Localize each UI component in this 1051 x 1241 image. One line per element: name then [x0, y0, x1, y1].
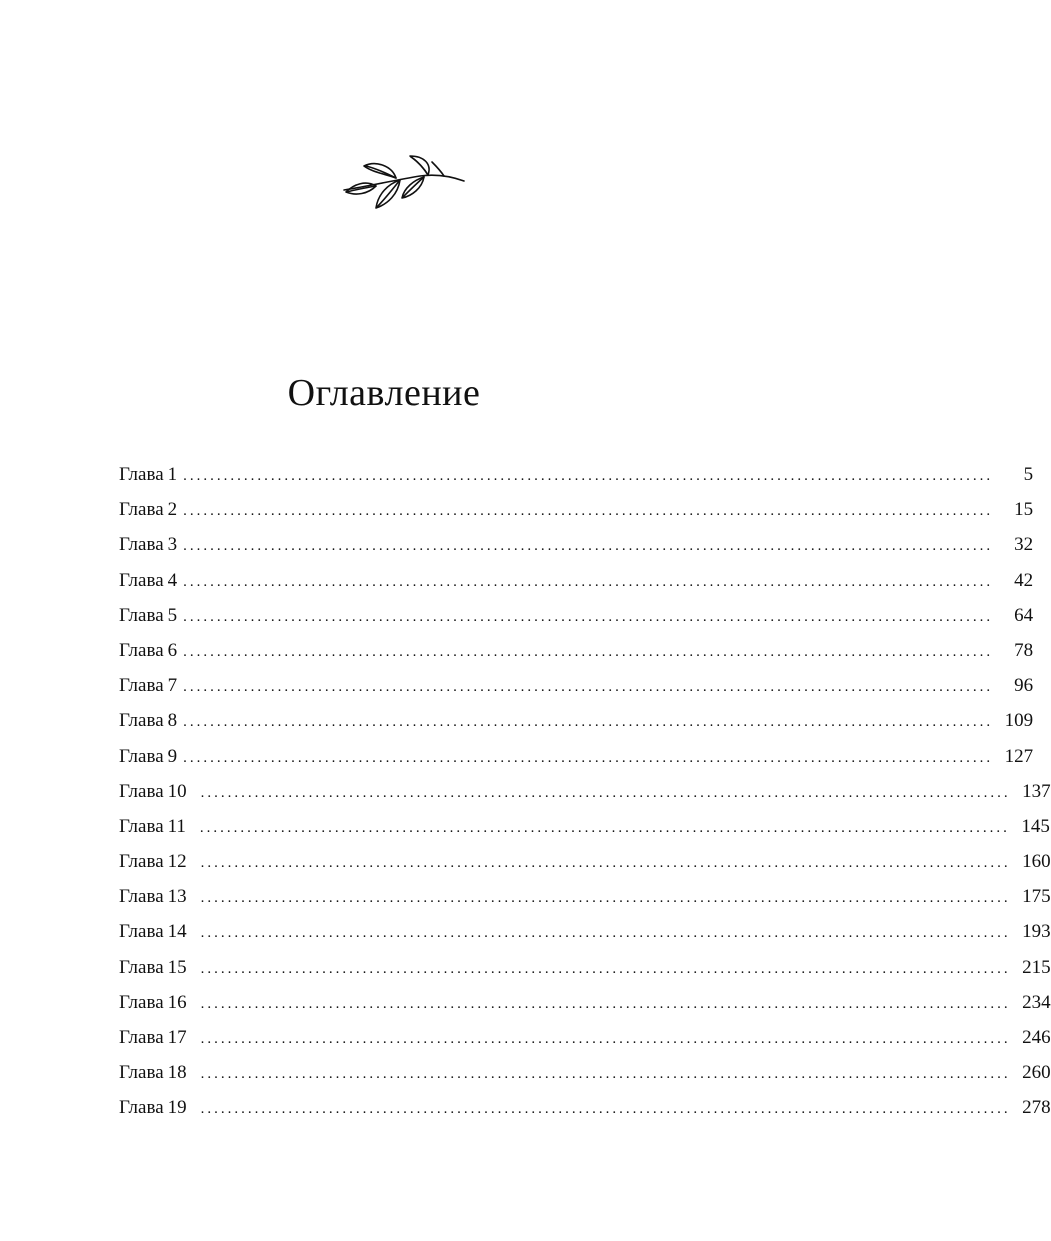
toc-dot-leader: ........................................................................................................................ — [200, 1066, 1011, 1083]
toc-entry-chapter-number: 18 — [167, 1062, 187, 1084]
toc-entry-chapter-number: 13 — [167, 886, 187, 908]
toc-entry-label: Глава — [119, 569, 164, 591]
toc-entry-label: Глава — [119, 639, 164, 661]
toc-entry-chapter-number: 2 — [167, 499, 178, 521]
toc-entry-page-number: 193 — [1022, 921, 1051, 943]
toc-entry-chapter-number: 4 — [167, 569, 178, 591]
toc-entry — [119, 882, 1051, 917]
toc-entry-label: Глава — [119, 886, 164, 908]
toc-entry-label: Глава — [119, 499, 164, 521]
toc-entry-chapter-number: 9 — [167, 745, 178, 767]
toc-entry-label: Глава — [119, 675, 164, 697]
toc-dot-leader: ........................................................................................................................ — [183, 468, 994, 484]
table-of-contents — [119, 460, 1051, 1129]
toc-entry-label: Глава — [119, 1062, 164, 1084]
toc-dot-leader: ........................................................................................................................ — [200, 1101, 1011, 1118]
toc-entry-label: Глава — [119, 956, 164, 978]
toc-dot-leader: ........................................................................................................................ — [200, 995, 1011, 1012]
toc-dot-leader: ........................................................................................................................ — [200, 855, 1011, 872]
toc-entry — [119, 706, 1034, 741]
toc-entry-page-number: 215 — [1022, 956, 1051, 978]
toc-entry — [119, 460, 1034, 495]
toc-dot-leader: ........................................................................................................................ — [183, 608, 994, 625]
toc-entry-page-number: 15 — [1014, 499, 1034, 521]
toc-entry-page-number: 260 — [1022, 1062, 1051, 1084]
toc-entry-label: Глава — [119, 745, 164, 767]
toc-entry-chapter-number: 6 — [167, 639, 178, 661]
toc-entry-page-number: 278 — [1022, 1097, 1051, 1119]
toc-entry-page-number: 78 — [1014, 639, 1034, 661]
toc-dot-leader: ........................................................................................................................ — [183, 679, 994, 696]
toc-entry-chapter-number: 16 — [167, 991, 187, 1013]
toc-entry-label: Глава — [119, 780, 164, 802]
toc-dot-leader: ........................................................................................................................ — [200, 890, 1011, 907]
toc-entry — [119, 847, 1051, 882]
toc-dot-leader: ........................................................................................................................ — [200, 925, 1011, 942]
toc-entry-label: Глава — [119, 851, 164, 873]
toc-entry-label: Глава — [119, 604, 164, 626]
toc-dot-leader: ........................................................................................................................ — [183, 503, 994, 520]
toc-entry-chapter-number: 12 — [167, 851, 187, 873]
toc-dot-leader: ........................................................................................................................ — [183, 749, 994, 766]
toc-entry — [119, 601, 1034, 636]
toc-entry — [119, 777, 1051, 812]
toc-entry-page-number: 64 — [1014, 604, 1034, 626]
toc-dot-leader: ........................................................................................................................ — [200, 784, 1011, 801]
toc-dot-leader: ........................................................................................................................ — [183, 538, 994, 555]
toc-entry-chapter-number: 1 — [167, 464, 178, 485]
toc-entry-page-number: 42 — [1014, 569, 1034, 591]
toc-entry-label: Глава — [119, 815, 164, 837]
toc-entry-chapter-number: 3 — [167, 534, 178, 556]
toc-entry — [119, 917, 1051, 952]
toc-entry-chapter-number: 5 — [167, 604, 178, 626]
toc-dot-leader: ........................................................................................................................ — [200, 1031, 1011, 1047]
toc-entry — [119, 566, 1034, 601]
toc-entry-page-number: 160 — [1022, 851, 1051, 873]
toc-entry — [119, 1023, 1051, 1058]
toc-entry-label: Глава — [119, 1027, 164, 1048]
toc-entry-label: Глава — [119, 710, 164, 732]
toc-entry — [119, 953, 1051, 988]
toc-dot-leader: ........................................................................................................................ — [199, 819, 1010, 836]
toc-entry — [119, 1058, 1051, 1093]
toc-entry-page-number: 145 — [1021, 815, 1050, 837]
toc-entry-page-number: 109 — [1004, 710, 1034, 732]
toc-entry-chapter-number: 10 — [167, 780, 187, 802]
toc-entry-label: Глава — [119, 1097, 164, 1119]
toc-entry-page-number: 234 — [1022, 991, 1051, 1013]
toc-entry — [119, 812, 1050, 847]
toc-entry — [119, 495, 1034, 530]
toc-entry-chapter-number: 14 — [167, 921, 187, 943]
toc-entry-chapter-number: 7 — [167, 675, 178, 697]
toc-entry-label: Глава — [119, 534, 164, 556]
toc-entry — [119, 636, 1034, 671]
toc-entry-chapter-number: 19 — [167, 1097, 187, 1119]
page-title: Оглавление — [287, 372, 481, 414]
toc-entry-chapter-number: 8 — [167, 710, 178, 732]
toc-entry-chapter-number: 11 — [167, 815, 186, 837]
toc-entry-label: Глава — [119, 991, 164, 1013]
toc-entry-page-number: 127 — [1004, 745, 1034, 767]
toc-entry — [119, 530, 1034, 565]
toc-entry — [119, 742, 1034, 777]
toc-entry-page-number: 5 — [1023, 464, 1034, 485]
toc-dot-leader: ........................................................................................................................ — [183, 643, 994, 660]
toc-dot-leader: ........................................................................................................................ — [200, 960, 1011, 977]
toc-entry-page-number: 96 — [1014, 675, 1034, 697]
toc-entry — [119, 671, 1034, 706]
toc-dot-leader: ........................................................................................................................ — [183, 573, 994, 590]
toc-entry-label: Глава — [119, 464, 164, 485]
toc-entry-chapter-number: 17 — [167, 1027, 187, 1048]
toc-entry-page-number: 246 — [1022, 1027, 1051, 1048]
leafy-branch-icon — [340, 150, 470, 216]
toc-dot-leader: ........................................................................................................................ — [183, 714, 994, 731]
toc-entry-page-number: 32 — [1014, 534, 1034, 556]
toc-entry-page-number: 175 — [1022, 886, 1051, 908]
toc-entry-page-number: 137 — [1022, 780, 1051, 802]
toc-entry — [119, 1093, 1051, 1128]
toc-entry-chapter-number: 15 — [167, 956, 187, 978]
toc-entry-label: Глава — [119, 921, 164, 943]
toc-entry — [119, 988, 1051, 1023]
